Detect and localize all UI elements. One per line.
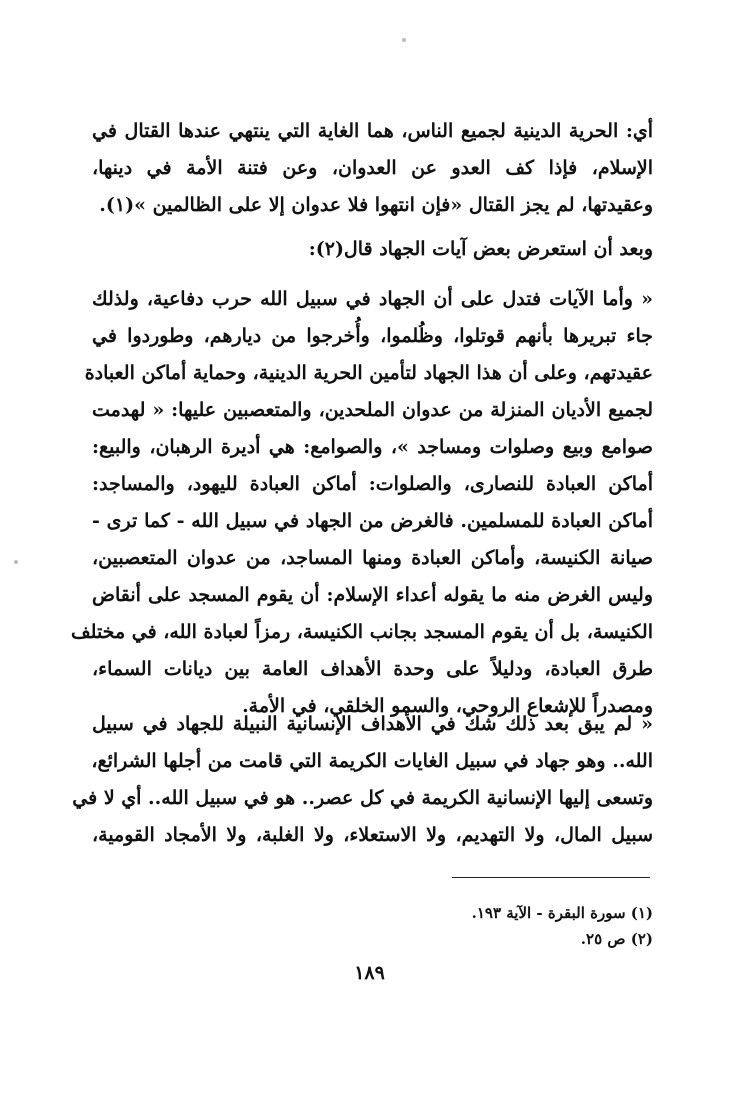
footnotes	[472, 900, 653, 952]
text-line: « وأما الآيات فتدل على أن الجهاد في سبيل الله حرب دفاعية، ولذلك	[92, 288, 653, 310]
text-line: جاء تبريرها بأنهم قوتلوا، وظُلموا، وأُخرجوا من ديارهم، وطوردوا في	[92, 325, 653, 347]
text-line: سبيل المال، ولا التهديم، ولا الاستعلاء، ولا الغلبة، ولا الأمجاد القومية،	[92, 824, 653, 846]
text-line: صيانة الكنيسة، وأماكن العبادة ومنها المساجد، من عدوان المتعصبين،	[92, 547, 653, 569]
text-line: صوامع وبيع وصلوات ومساجد »، والصوامع: هي أديرة الرهبان، والبيع:	[92, 436, 653, 458]
text-line: أماكن العبادة للنصارى، والصلوات: أماكن العبادة لليهود، والمساجد:	[92, 473, 653, 495]
paragraph-2	[92, 231, 653, 268]
text-line: وليس الغرض منه ما يقوله أعداء الإسلام: أن يقوم المسجد على أنقاض	[92, 584, 653, 606]
footnote-2: (٢) ص ٢٥.	[580, 930, 653, 948]
footnote-1: (١) سورة البقرة - الآية ١٩٣.	[471, 904, 653, 922]
paragraph-3-quote	[70, 281, 653, 725]
text-line: لجميع الأديان المنزلة من عدوان الملحدين، والمتعصبين عليها: « لهدمت	[92, 399, 653, 421]
text-line: عقيدتهم، وعلى أن هذا الجهاد لتأمين الحرية الدينية، وحماية أماكن العبادة	[84, 362, 653, 384]
paragraph-4-quote	[72, 706, 653, 854]
text-line: طرق العبادة، ودليلاً على وحدة الأهداف العامة بين ديانات السماء،	[92, 658, 653, 680]
text-line: أماكن العبادة للمسلمين. فالغرض من الجهاد في سبيل الله - كما ترى -	[92, 510, 653, 532]
text-line: الله.. وهو جهاد في سبيل الغايات الكريمة التي قامت من أجلها الشرائع،	[91, 750, 653, 772]
text-line: الكنيسة، بل أن يقوم المسجد بجانب الكنيسة، رمزاً لعبادة الله، في مختلف	[70, 621, 653, 643]
page-number: ١٨٩	[354, 962, 385, 984]
text-line: ومصدراً للإشعاع الروحي، والسمو الخلقي، في الأمة.	[242, 695, 653, 717]
text-line: الإسلام، فإذا كف العدو عن العدوان، وعن فتنة الأمة في دينها،	[92, 157, 653, 179]
text-line: « لم يبق بعد ذلك شك في الأهداف الإنسانية النبيلة للجهاد في سبيل	[92, 713, 653, 735]
text-line: وتسعى إليها الإنسانية الكريمة في كل عصر.. هو في سبيل الله.. أي لا في	[72, 787, 653, 809]
footnote-divider	[452, 877, 650, 878]
scan-speck	[402, 38, 406, 42]
text-line: وبعد أن استعرض بعض آيات الجهاد قال(٢):	[308, 238, 653, 260]
text-line: وعقيدتها، لم يجز القتال «فإن انتهوا فلا عدوان إلا على الظالمين »(١).	[99, 194, 653, 216]
scan-speck	[14, 560, 18, 564]
text-line: أي: الحرية الدينية لجميع الناس، هما الغاية التي ينتهي عندها القتال في	[92, 120, 653, 142]
paragraph-1	[92, 113, 653, 224]
